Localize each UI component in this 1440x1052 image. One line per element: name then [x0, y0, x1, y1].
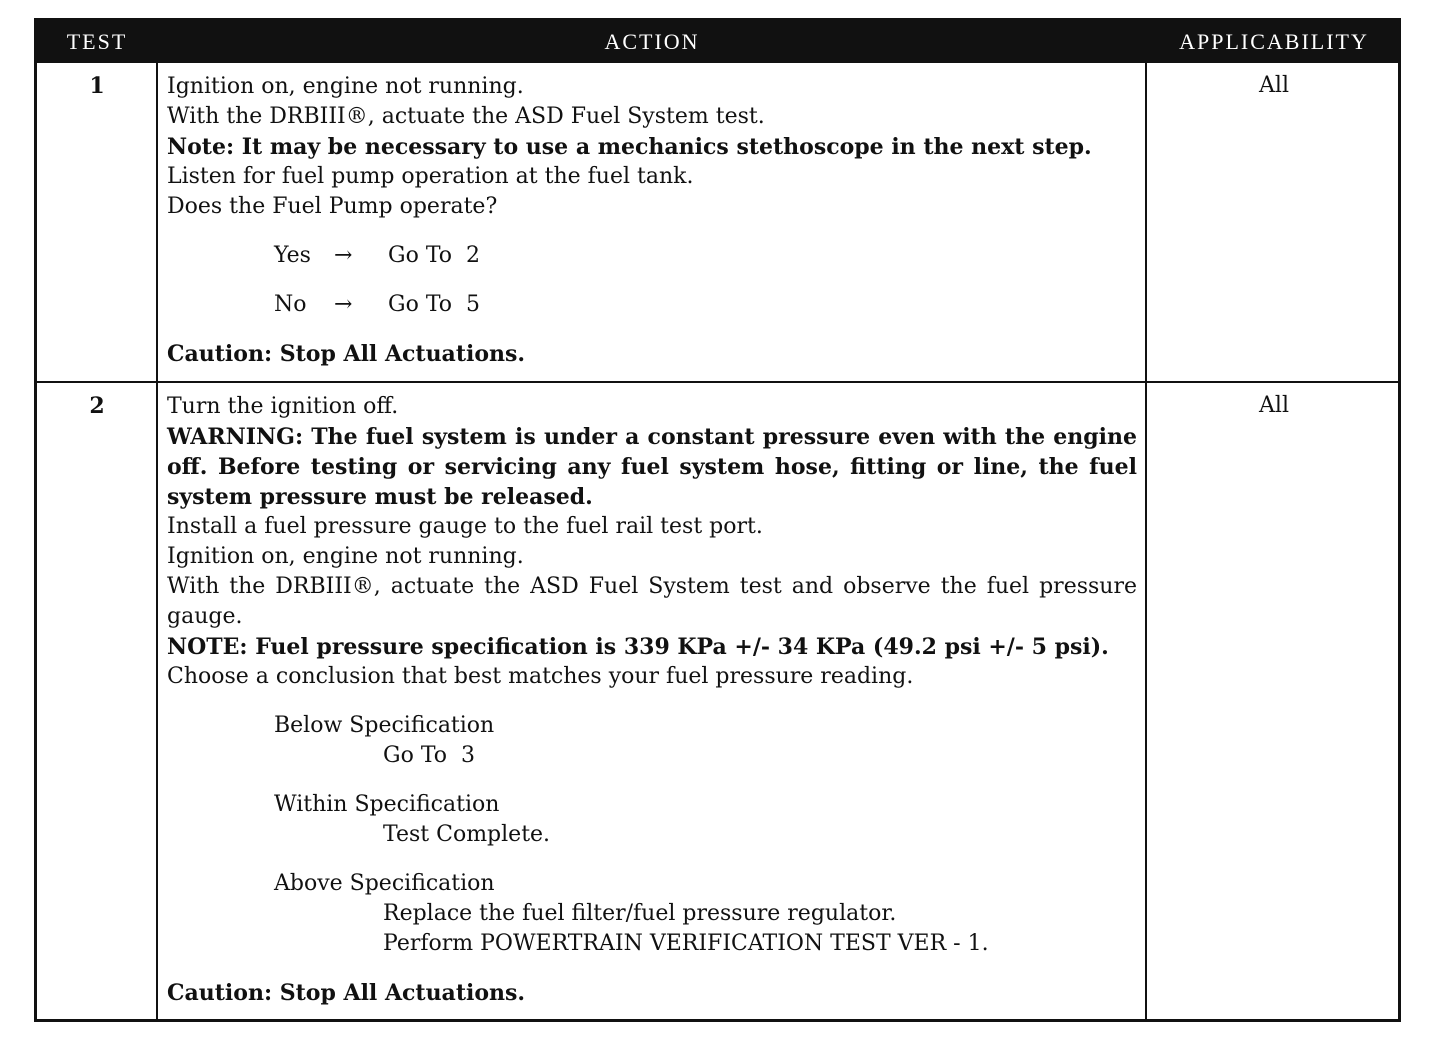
applicability-1: All [1259, 73, 1289, 98]
action-2-line-2: Install a fuel pressure gauge to the fuel rail test port. [167, 514, 763, 539]
applicability-2: All [1259, 393, 1289, 418]
conclusion-above-label: Above Specification [274, 871, 495, 896]
conclusion-within-label: Within Specification [274, 792, 500, 817]
branch-goto: Go To 2 [388, 243, 481, 268]
action-1-line-4: Does the Fuel Pump operate? [167, 194, 498, 219]
header-applicability: APPLICABILITY [1179, 29, 1369, 54]
branch-label: No [274, 292, 307, 317]
diagnostic-test-table [34, 18, 1401, 1022]
conclusion-above-result-2: Perform POWERTRAIN VERIFICATION TEST VER - 1. [383, 931, 989, 956]
arrow-right-icon: → [334, 243, 353, 268]
header-action: ACTION [604, 29, 700, 54]
action-1-caution: Caution: Stop All Actuations. [167, 341, 526, 367]
action-2-caution: Caution: Stop All Actuations. [167, 980, 526, 1006]
conclusion-below-result: Go To 3 [383, 743, 476, 768]
branch-label: Yes [274, 243, 311, 268]
arrow-right-icon: → [334, 292, 353, 317]
branch-goto: Go To 5 [388, 292, 481, 317]
branch-yes [167, 241, 1137, 271]
conclusion-within-result: Test Complete. [383, 822, 551, 847]
action-1-line-1: Ignition on, engine not running. [167, 74, 524, 99]
column-divider-test [156, 63, 158, 1019]
action-1-line-2: With the DRBIII®, actuate the ASD Fuel System test. [167, 104, 765, 129]
conclusion-below-label: Below Specification [274, 713, 495, 738]
action-1-line-3: Listen for fuel pump operation at the fuel tank. [167, 164, 694, 189]
column-divider-action [1145, 63, 1147, 1019]
test-number-2: 2 [89, 393, 105, 419]
action-2-line-5: Choose a conclusion that best matches your fuel pressure reading. [167, 664, 914, 689]
action-cell-2 [159, 383, 1145, 1008]
header-test: TEST [66, 29, 128, 54]
branch-no [167, 290, 1137, 320]
action-2-line-1: Turn the ignition off. [167, 394, 399, 419]
table-header [37, 21, 1398, 63]
action-1-note: Note: It may be necessary to use a mechanics stethoscope in the next step. [167, 134, 1092, 160]
action-cell-1 [159, 63, 1145, 369]
action-2-line-3: Ignition on, engine not running. [167, 544, 524, 569]
test-number-1: 1 [89, 73, 105, 99]
action-2-note: NOTE: Fuel pressure specification is 339 KPa +/- 34 KPa (49.2 psi +/- 5 psi). [167, 634, 1109, 660]
conclusion-above-result-1: Replace the fuel filter/fuel pressure regulator. [383, 901, 897, 926]
action-2-line-4: With the DRBIII®, actuate the ASD Fuel System test and observe the fuel pressure gauge. [167, 574, 1137, 629]
action-2-warning: WARNING: The fuel system is under a constant pressure even with the engine off. Before testing or servicing any fuel system hose, fitting or line, the fuel system pressure must be released. [167, 424, 1137, 510]
